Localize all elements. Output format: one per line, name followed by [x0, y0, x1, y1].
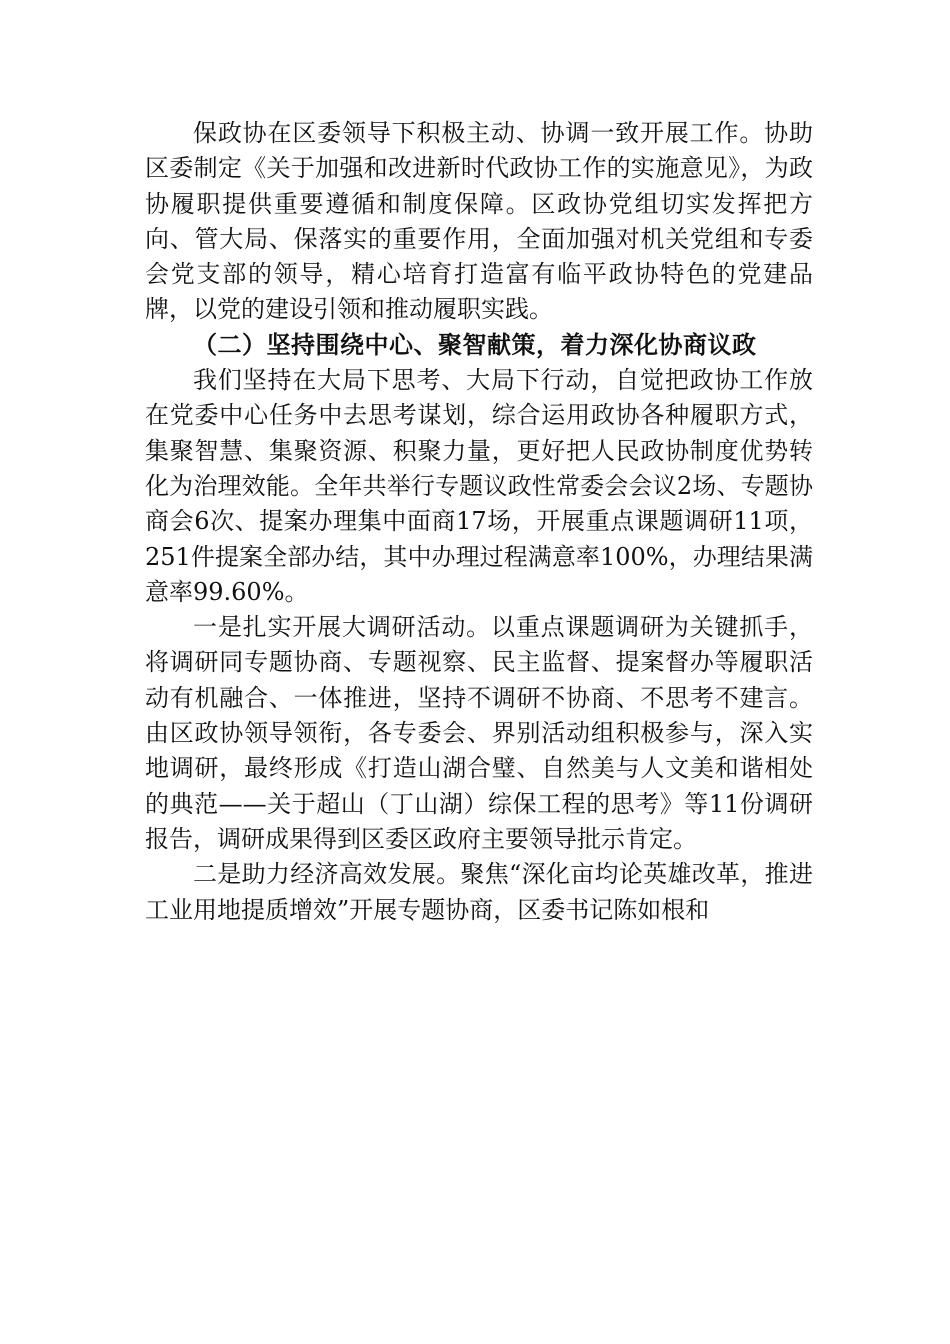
paragraph-overview: 我们坚持在大局下思考、大局下行动，自觉把政协工作放在党委中心任务中去思考谋划，综合运用政协各种履职方式，集聚智慧、集聚资源、积聚力量，更好把人民政协制度优势转化为治理效能。全年共举行专题议政性常委会会议2场、专题协商会6次、提案办理集中面商17场，开展重点课题调研11项，251件提案全部办结，其中办理过程满意率100%，办理结果满意率99.60%。 — [145, 366, 813, 606]
document-body — [145, 116, 813, 928]
paragraph-research: 一是扎实开展大调研活动。以重点课题调研为关键抓手，将调研同专题协商、专题视察、民主监督、提案督办等履职活动有机融合、一体推进，坚持不调研不协商、不思考不建言。由区政协领导领衔，各专委会、界别活动组积极参与，深入实地调研，最终形成《打造山湖合璧、自然美与人文美和谐相处的典范——关于超山（丁山湖）综保工程的思考》等11份调研报告，调研成果得到区委区政府主要领导批示肯定。 — [145, 613, 813, 853]
section-heading: （二）坚持围绕中心、聚智献策，着力深化协商议政 — [193, 330, 757, 359]
paragraph-party-leadership: 保政协在区委领导下积极主动、协调一致开展工作。协助区委制定《关于加强和改进新时代政协工作的实施意见》，为政协履职提供重要遵循和制度保障。区政协党组切实发挥把方向、管大局、保落实的重要作用，全面加强对机关党组和专委会党支部的领导，精心培育打造富有临平政协特色的党建品牌，以党的建设引领和推动履职实践。 — [145, 119, 813, 324]
paragraph-economy: 二是助力经济高效发展。聚焦“深化亩均论英雄改革，推进工业用地提质增效”开展专题协商，区委书记陈如根和 — [145, 860, 813, 924]
